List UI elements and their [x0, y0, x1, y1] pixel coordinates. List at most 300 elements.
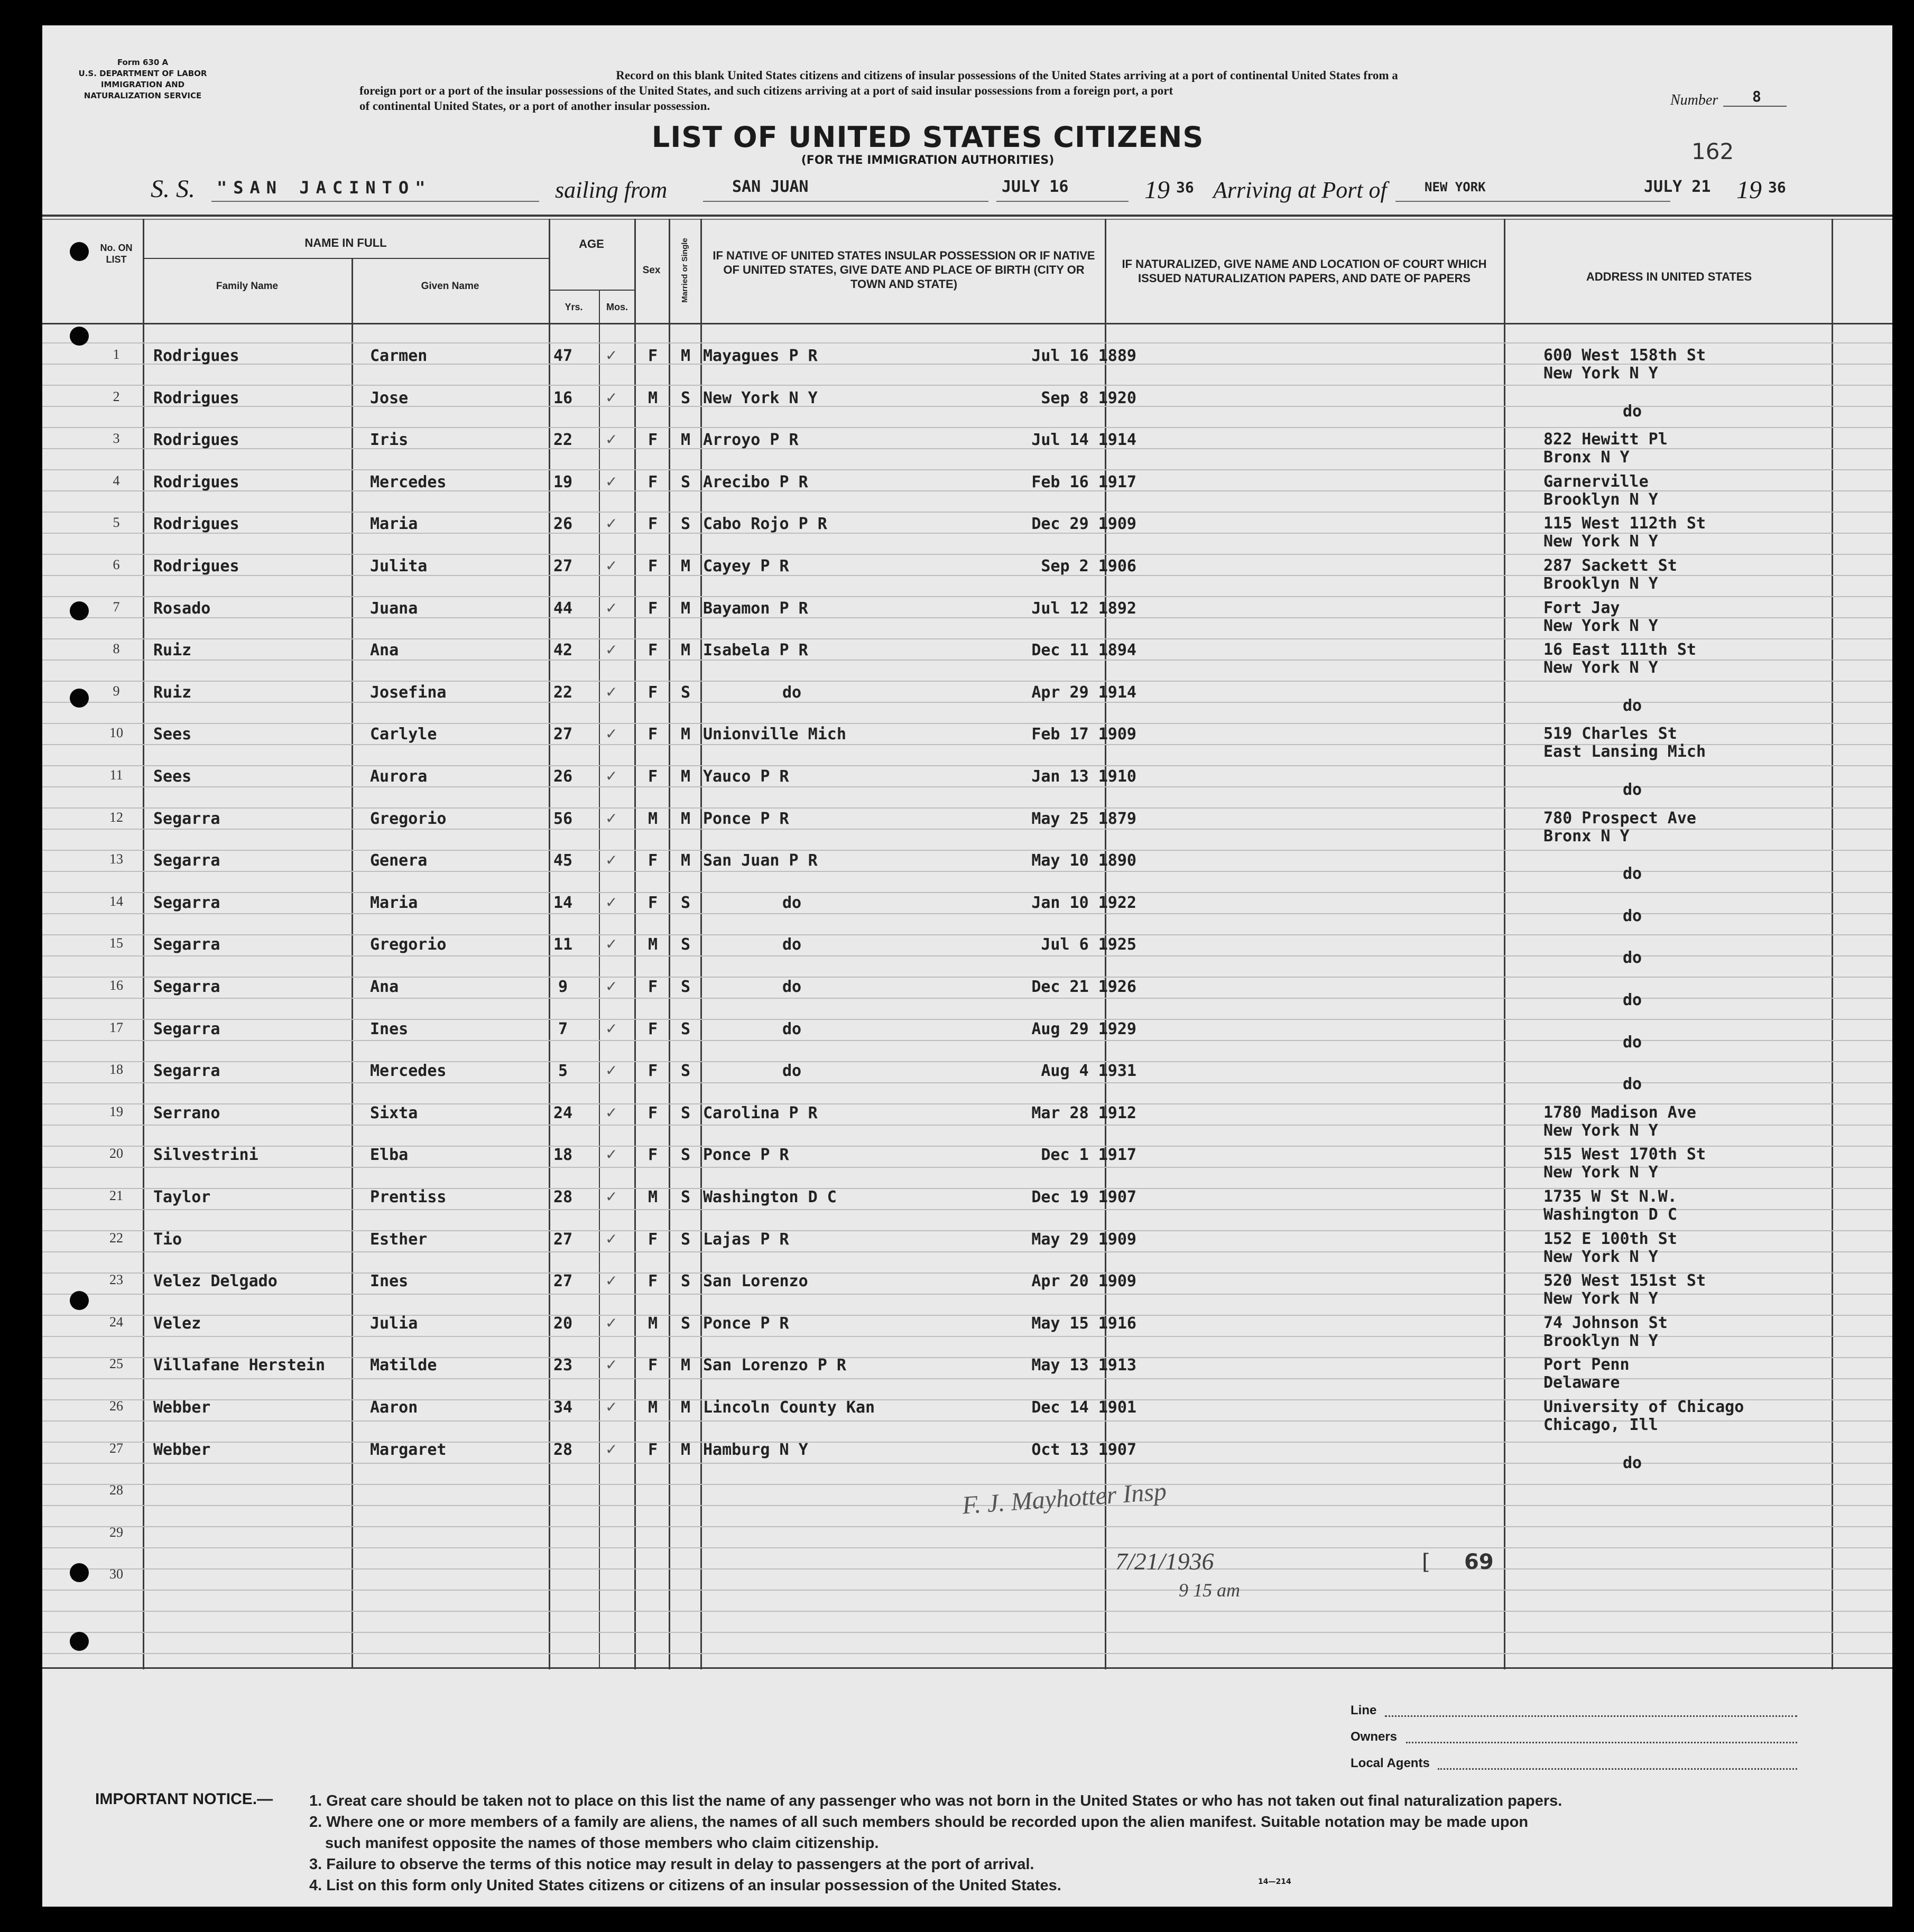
sail-year: 36: [1176, 179, 1194, 196]
address-line-2: New York N Y: [1543, 1121, 1658, 1140]
marital-status: M: [680, 599, 691, 618]
address-line-1: 515 West 170th St: [1543, 1145, 1706, 1164]
address-line-2: Washington D C: [1543, 1205, 1677, 1224]
address-line-1: 520 West 151st St: [1543, 1271, 1706, 1290]
birth-date: Dec 11 1894: [1031, 641, 1136, 660]
list-number: 9: [113, 683, 120, 699]
list-number: 16: [109, 978, 123, 993]
check-mark-icon: ✓: [605, 1020, 618, 1037]
ruling-line: [42, 1611, 1892, 1612]
given-name: Julia: [370, 1314, 418, 1333]
marital-status: M: [680, 557, 691, 575]
list-number: 26: [109, 1398, 123, 1414]
birth-date: Dec 29 1909: [1031, 515, 1136, 533]
address: [1623, 403, 1642, 421]
family-name: Silvestrini: [153, 1146, 258, 1164]
age-years: 26: [553, 515, 573, 533]
check-mark-icon: ✓: [605, 1146, 618, 1163]
address-line-1: do: [1623, 402, 1642, 421]
service-line-2: NATURALIZATION SERVICE: [84, 91, 202, 100]
check-mark-icon: ✓: [605, 1356, 618, 1373]
address: [1543, 725, 1706, 761]
sex: F: [648, 851, 658, 870]
birth-place: San Juan P R: [703, 851, 818, 870]
col-birth: IF NATIVE OF UNITED STATES INSULAR POSSESSION OR IF NATIVE OF UNITED STATES, GIVE DATE AND PLACE OF BIRTH (CITY OR TOWN AND STATE): [713, 249, 1095, 291]
birth-place: Lincoln County Kan: [703, 1398, 875, 1417]
birth-date: May 13 1913: [1031, 1356, 1136, 1374]
address-line-1: do: [1623, 991, 1642, 1009]
sex: F: [648, 1441, 658, 1459]
check-mark-icon: ✓: [605, 894, 618, 911]
check-mark-icon: ✓: [605, 1062, 618, 1079]
given-name: Ana: [370, 641, 399, 660]
marital-status: M: [680, 851, 691, 870]
given-name: Genera: [370, 851, 428, 870]
marital-status: S: [680, 1230, 691, 1249]
address-line-1: 16 East 111th St: [1543, 640, 1696, 659]
table-row: [42, 1525, 1892, 1562]
marital-status: M: [680, 641, 691, 660]
birth-date: May 15 1916: [1031, 1314, 1136, 1333]
birth-place: Bayamon P R: [703, 599, 808, 618]
table-row: [42, 1272, 1892, 1309]
age-years: 27: [553, 725, 573, 744]
col-yrs: Yrs.: [565, 302, 583, 312]
family-name: Segarra: [153, 1062, 220, 1080]
address: [1623, 1075, 1642, 1093]
page-title: LIST OF UNITED STATES CITIZENS: [651, 120, 1204, 154]
arrival-year: 36: [1768, 179, 1786, 196]
check-mark-icon: ✓: [605, 557, 618, 574]
address-line-1: University of Chicago: [1543, 1398, 1744, 1416]
age-years: 16: [553, 389, 573, 407]
age-years: 18: [553, 1146, 573, 1164]
col-address: ADDRESS IN UNITED STATES: [1586, 270, 1752, 283]
page-subtitle: (FOR THE IMMIGRATION AUTHORITIES): [801, 154, 1055, 167]
instruction-line-2: foreign port or a port of the insular possessions of the United States, and such citizens arriving at a port of said insular possessions from a foreign port, a port: [359, 84, 1173, 97]
check-mark-icon: ✓: [605, 851, 618, 869]
notice-heading: IMPORTANT NOTICE.—: [95, 1790, 273, 1808]
family-name: Velez Delgado: [153, 1272, 278, 1290]
form-id-block: [74, 57, 211, 101]
address-line-1: do: [1623, 1033, 1642, 1052]
address: [1623, 991, 1642, 1009]
birth-date: May 29 1909: [1031, 1230, 1136, 1249]
address-line-2: Brooklyn N Y: [1543, 574, 1658, 593]
address: [1543, 1146, 1706, 1182]
age-years: 22: [553, 683, 573, 702]
address-line-1: 115 West 112th St: [1543, 514, 1706, 533]
age-years: 28: [553, 1441, 573, 1459]
marital-status: S: [680, 1020, 691, 1038]
sex: F: [648, 894, 658, 912]
agents-dots: [1438, 1768, 1797, 1770]
sex: F: [648, 473, 658, 491]
age-years: 28: [553, 1188, 573, 1206]
table-row: [42, 557, 1892, 594]
punch-hole: [70, 1291, 89, 1310]
table-row: [42, 851, 1892, 888]
given-name: Carmen: [370, 347, 428, 365]
ruling-line: [42, 385, 1892, 386]
sailing-from-label: sailing from: [555, 177, 668, 203]
check-mark-icon: ✓: [605, 725, 618, 742]
address: [1543, 515, 1706, 551]
sex: F: [648, 1230, 658, 1249]
birth-date: Jul 12 1892: [1031, 599, 1136, 618]
check-mark-icon: ✓: [605, 473, 618, 490]
punch-hole: [70, 242, 89, 261]
address: [1543, 810, 1696, 846]
sex: M: [648, 1188, 658, 1206]
age-years: 27: [553, 1272, 573, 1290]
sex: M: [648, 935, 658, 954]
ship-name: "SAN JACINTO": [217, 178, 432, 198]
given-name: Ines: [370, 1272, 409, 1290]
sailing-from-underline: [703, 201, 988, 202]
table-bottom-border: [42, 1667, 1892, 1669]
birth-date: May 25 1879: [1031, 810, 1136, 828]
given-name: Iris: [370, 431, 409, 449]
family-name: Rodrigues: [153, 473, 239, 491]
family-name: Segarra: [153, 935, 220, 954]
address-line-1: 1780 Madison Ave: [1543, 1103, 1696, 1122]
family-name: Rodrigues: [153, 347, 239, 365]
birth-date: Sep 8 1920: [1041, 389, 1136, 407]
notice-4: 4. List on this form only United States citizens or citizens of an insular possession of the United States.: [309, 1877, 1061, 1894]
col-sex: Sex: [642, 265, 661, 276]
given-name: Juana: [370, 599, 418, 618]
table-row: [42, 431, 1892, 468]
address-line-2: Delaware: [1543, 1373, 1620, 1392]
birth-place: San Lorenzo: [703, 1272, 808, 1290]
address: [1623, 949, 1642, 967]
birth-date: Apr 20 1909: [1031, 1272, 1136, 1290]
age-years: 56: [553, 810, 573, 828]
sailing-from-port: SAN JUAN: [732, 178, 809, 196]
check-mark-icon: ✓: [605, 810, 618, 827]
sex: F: [648, 431, 658, 449]
birth-place: Arroyo P R: [703, 431, 799, 449]
check-mark-icon: ✓: [605, 1104, 618, 1121]
list-number: 17: [109, 1020, 123, 1035]
birth-place: Lajas P R: [703, 1230, 789, 1249]
arriving-label: Arriving at Port of: [1213, 177, 1387, 203]
list-number: 25: [109, 1356, 123, 1371]
given-name: Jose: [370, 389, 409, 407]
check-mark-icon: ✓: [605, 347, 618, 364]
table-row: [42, 1104, 1892, 1141]
address-line-2: New York N Y: [1543, 1289, 1658, 1308]
ship-name-underline: [211, 201, 539, 202]
table-row: [42, 1356, 1892, 1393]
birth-date: Aug 29 1929: [1031, 1020, 1136, 1038]
age-years: 20: [553, 1314, 573, 1333]
family-name: Segarra: [153, 978, 220, 996]
age-years: 19: [553, 473, 573, 491]
birth-date: Oct 13 1907: [1031, 1441, 1136, 1459]
punch-hole: [70, 689, 89, 708]
marital-status: M: [680, 347, 691, 365]
col-married-single: Married or Single: [680, 238, 689, 303]
list-number: 14: [109, 894, 123, 909]
given-name: Ines: [370, 1020, 409, 1038]
birth-place: Cabo Rojo P R: [703, 515, 827, 533]
family-name: Ruiz: [153, 641, 192, 660]
address-line-1: 74 Johnson St: [1543, 1314, 1668, 1332]
birth-place: Arecibo P R: [703, 473, 808, 491]
check-mark-icon: ✓: [605, 389, 618, 406]
ruling-line: [42, 427, 1892, 428]
notice-body: [309, 1790, 1874, 1896]
list-number: 23: [109, 1272, 123, 1287]
check-mark-icon: ✓: [605, 641, 618, 658]
marital-status: S: [680, 978, 691, 996]
table-row: [42, 1146, 1892, 1183]
number-value: 8: [1752, 88, 1761, 105]
table-row: [42, 978, 1892, 1015]
punch-hole: [70, 601, 89, 620]
marital-status: S: [680, 1146, 691, 1164]
address-line-2: Brooklyn N Y: [1543, 1332, 1658, 1350]
address: [1623, 865, 1642, 883]
col-family-name: Family Name: [216, 281, 279, 292]
sex: F: [648, 725, 658, 744]
list-number: 18: [109, 1062, 123, 1077]
birth-date: Dec 1 1917: [1041, 1146, 1136, 1164]
sex: F: [648, 599, 658, 618]
birth-place: do: [782, 935, 802, 954]
ruling-line: [42, 681, 1892, 682]
address-line-2: New York N Y: [1543, 532, 1658, 551]
address: [1543, 1314, 1668, 1350]
sex: F: [648, 767, 658, 786]
list-number: 20: [109, 1146, 123, 1161]
given-name: Sixta: [370, 1104, 418, 1122]
family-name: Serrano: [153, 1104, 220, 1122]
family-name: Webber: [153, 1441, 211, 1459]
birth-place: Unionville Mich: [703, 725, 846, 744]
address-line-2: Bronx N Y: [1543, 827, 1630, 846]
ruling-line: [42, 765, 1892, 766]
marital-status: S: [680, 515, 691, 533]
list-number: 2: [113, 389, 120, 404]
address-line-1: do: [1623, 949, 1642, 967]
address-line-2: Brooklyn N Y: [1543, 490, 1658, 509]
given-name: Margaret: [370, 1441, 447, 1459]
birth-date: May 10 1890: [1031, 851, 1136, 870]
marital-status: M: [680, 431, 691, 449]
address-line-1: 152 E 100th St: [1543, 1230, 1677, 1248]
table-row: [42, 767, 1892, 804]
age-years: 22: [553, 431, 573, 449]
family-name: Sees: [153, 725, 192, 744]
age-years: 11: [553, 935, 573, 954]
arrival-year-prefix: 19: [1736, 176, 1762, 204]
birth-date: Dec 14 1901: [1031, 1398, 1136, 1417]
address-line-1: 519 Charles St: [1543, 724, 1677, 743]
table-row: [42, 1062, 1892, 1099]
sex: F: [648, 1020, 658, 1038]
age-years: 26: [553, 767, 573, 786]
birth-date: Mar 28 1912: [1031, 1104, 1136, 1122]
table-row: [42, 473, 1892, 510]
punch-hole: [70, 327, 89, 346]
birth-date: Apr 29 1914: [1031, 683, 1136, 702]
address-line-1: Port Penn: [1543, 1355, 1630, 1374]
address-line-1: 287 Sackett St: [1543, 556, 1677, 575]
address-line-2: New York N Y: [1543, 1248, 1658, 1266]
family-name: Taylor: [153, 1188, 211, 1206]
list-number: 15: [109, 935, 123, 951]
inspection-time: 9 15 am: [1179, 1580, 1240, 1601]
sex: F: [648, 683, 658, 702]
sex: F: [648, 978, 658, 996]
service-line-1: IMMIGRATION AND: [100, 80, 185, 89]
arrival-port: NEW YORK: [1425, 180, 1486, 194]
list-number: 10: [109, 725, 123, 740]
notice-3: 3. Failure to observe the terms of this notice may result in delay to passengers at the port of arrival.: [309, 1856, 1034, 1873]
birth-date: Sep 2 1906: [1041, 557, 1136, 575]
number-label: Number: [1670, 92, 1718, 108]
table-row: [42, 1441, 1892, 1478]
address: [1623, 1454, 1642, 1472]
name-subheader-line: [143, 258, 549, 259]
ruling-line: [42, 1653, 1892, 1654]
marital-status: M: [680, 810, 691, 828]
list-number: 7: [113, 599, 120, 615]
given-name: Matilde: [370, 1356, 437, 1374]
ruling-line: [42, 469, 1892, 470]
birth-place: Hamburg N Y: [703, 1441, 808, 1459]
list-number: 12: [109, 810, 123, 825]
check-mark-icon: ✓: [605, 1398, 618, 1416]
ruling-line: [42, 723, 1892, 724]
ruling-line: [42, 638, 1892, 639]
check-mark-icon: ✓: [605, 978, 618, 995]
check-mark-icon: ✓: [605, 515, 618, 532]
marital-status: S: [680, 683, 691, 702]
address: [1543, 1230, 1677, 1266]
address: [1543, 1398, 1744, 1434]
list-number: 13: [109, 851, 123, 867]
birth-place: New York N Y: [703, 389, 818, 407]
check-mark-icon: ✓: [605, 683, 618, 701]
check-mark-icon: ✓: [605, 1230, 618, 1248]
address-line-2: Bronx N Y: [1543, 448, 1630, 467]
address-line-1: do: [1623, 1075, 1642, 1093]
marital-status: S: [680, 1188, 691, 1206]
marital-status: S: [680, 389, 691, 407]
table-row: [42, 894, 1892, 931]
ruling-line: [42, 512, 1892, 513]
table-row: [42, 683, 1892, 720]
table-row: [42, 1398, 1892, 1435]
given-name: Aurora: [370, 767, 428, 786]
check-mark-icon: ✓: [605, 1314, 618, 1332]
form-id: Form 630 A: [117, 58, 169, 67]
birth-place: do: [782, 894, 802, 912]
inspection-date: 7/21/1936: [1115, 1548, 1214, 1575]
list-number: 11: [109, 767, 123, 783]
family-name: Villafane Herstein: [153, 1356, 326, 1374]
passenger-count: 69: [1464, 1550, 1494, 1574]
list-number: 27: [109, 1441, 123, 1456]
given-name: Mercedes: [370, 1062, 447, 1080]
address: [1543, 431, 1668, 467]
notice-1: 1. Great care should be taken not to place on this list the name of any passenger who was not born in the United States or who has not taken out final naturalization papers.: [309, 1792, 1562, 1809]
table-row: [42, 389, 1892, 426]
birth-date: Aug 4 1931: [1041, 1062, 1136, 1080]
col-naturalized: IF NATURALIZED, GIVE NAME AND LOCATION OF COURT WHICH ISSUED NATURALIZATION PAPERS, AND DATE OF PAPERS: [1122, 257, 1487, 285]
address-line-1: 1735 W St N.W.: [1543, 1187, 1677, 1206]
address-line-1: do: [1623, 907, 1642, 925]
birth-date: Feb 16 1917: [1031, 473, 1136, 491]
list-number: 5: [113, 515, 120, 530]
family-name: Webber: [153, 1398, 211, 1417]
family-name: Sees: [153, 767, 192, 786]
check-mark-icon: ✓: [605, 935, 618, 953]
marital-status: M: [680, 725, 691, 744]
address: [1623, 1034, 1642, 1052]
birth-place: Ponce P R: [703, 1314, 789, 1333]
ruling-line: [42, 342, 1892, 343]
list-number: 22: [109, 1230, 123, 1246]
birth-place: San Lorenzo P R: [703, 1356, 846, 1374]
age-years: 47: [553, 347, 573, 365]
marital-status: S: [680, 1272, 691, 1290]
birth-place: Ponce P R: [703, 1146, 789, 1164]
address: [1543, 1104, 1696, 1140]
col-given-name: Given Name: [421, 281, 479, 292]
given-name: Elba: [370, 1146, 409, 1164]
family-name: Rodrigues: [153, 515, 239, 533]
table-row: [42, 641, 1892, 678]
ruling-line: [42, 596, 1892, 597]
birth-place: Cayey P R: [703, 557, 789, 575]
given-name: Ana: [370, 978, 399, 996]
list-number: 24: [109, 1314, 123, 1330]
ruling-line: [42, 1632, 1892, 1633]
table-row: [42, 1314, 1892, 1351]
table-row: [42, 935, 1892, 972]
marital-status: S: [680, 1062, 691, 1080]
department: U.S. DEPARTMENT OF LABOR: [78, 69, 207, 78]
birth-place: Yauco P R: [703, 767, 789, 786]
ruling-line: [42, 807, 1892, 809]
family-name: Segarra: [153, 851, 220, 870]
birth-date: Jul 16 1889: [1031, 347, 1136, 365]
address-line-1: do: [1623, 781, 1642, 799]
list-number: 8: [113, 641, 120, 656]
birth-date: Jul 14 1914: [1031, 431, 1136, 449]
list-number: 6: [113, 557, 120, 572]
age-years: 24: [553, 1104, 573, 1122]
age-years: 9: [558, 978, 568, 996]
age-years: 7: [558, 1020, 568, 1038]
notice-2a: 2. Where one or more members of a family are aliens, the names of all such members should be recorded upon the alien manifest. Suitable notation may be made upon: [309, 1814, 1529, 1831]
table-row: [42, 725, 1892, 762]
birth-place: do: [782, 1062, 802, 1080]
address: [1543, 347, 1706, 383]
marital-status: M: [680, 1441, 691, 1459]
check-mark-icon: ✓: [605, 1188, 618, 1205]
age-years: 34: [553, 1398, 573, 1417]
list-number: 4: [113, 473, 120, 488]
address: [1543, 599, 1658, 635]
address: [1543, 1188, 1677, 1224]
marital-status: M: [680, 1356, 691, 1374]
